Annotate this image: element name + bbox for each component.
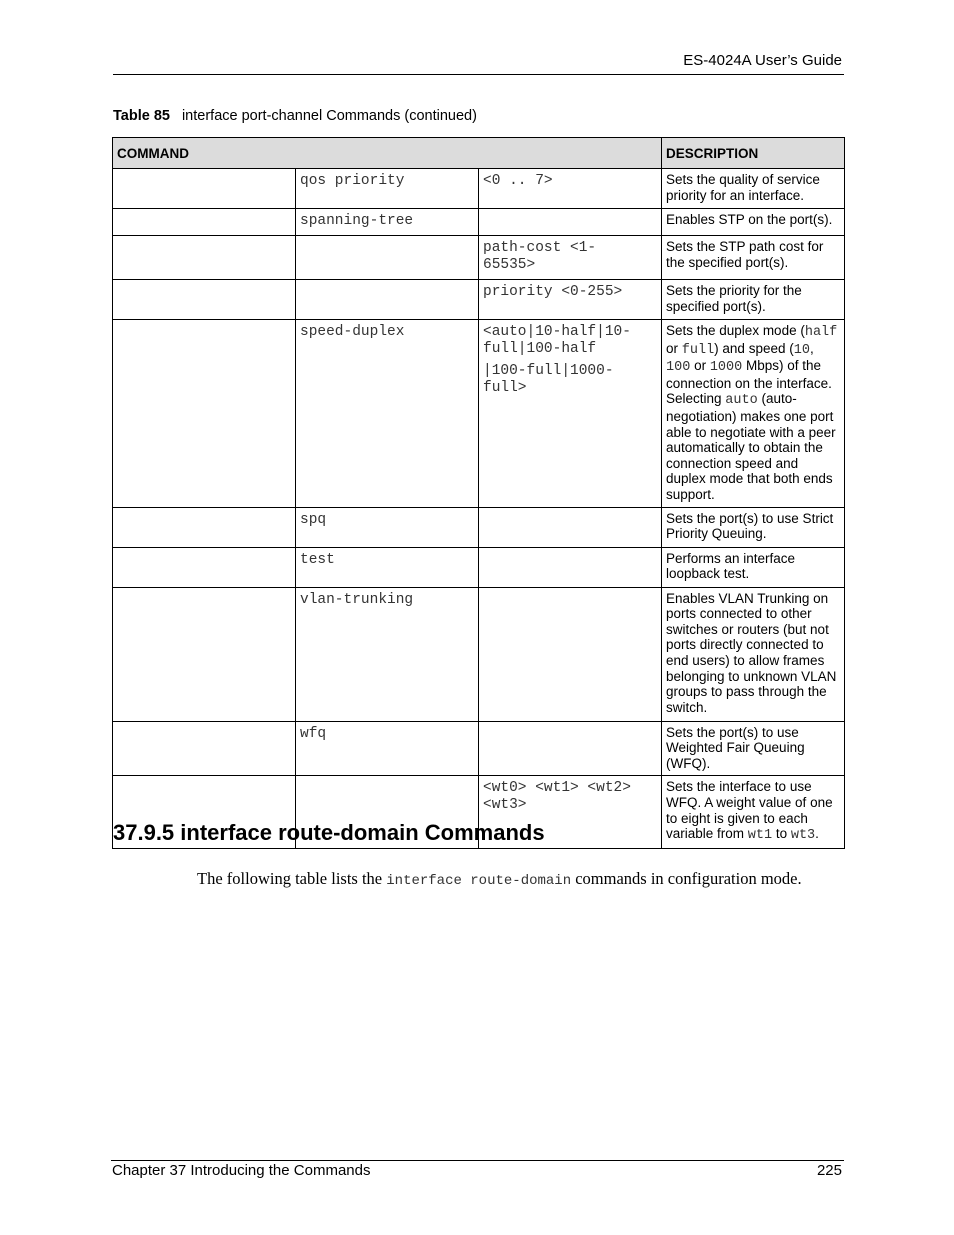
description-cell (662, 721, 845, 776)
description-text: , (809, 340, 814, 356)
command-cell (296, 236, 479, 280)
command-text: test (300, 551, 335, 568)
description-code: half (804, 325, 838, 340)
description-text: or (690, 358, 710, 374)
table-title: interface port-channel Commands (continued) (181, 108, 477, 124)
description-cell (662, 280, 845, 320)
argument-cell (479, 547, 662, 587)
table-row (113, 507, 845, 547)
description-code: full (681, 342, 715, 358)
description-code: 10 (793, 342, 810, 358)
description-cell (662, 776, 845, 848)
command-text (296, 236, 478, 240)
table-row (113, 320, 845, 508)
description-text: Sets the duplex mode ( (666, 323, 805, 338)
body-text-code: interface route-domain (386, 873, 572, 889)
section-heading: 37.9.5 interface route-domain Commands (113, 820, 545, 845)
description-cell (662, 547, 845, 587)
table-row (113, 236, 845, 280)
description-code: wt3 (790, 828, 816, 844)
command-text (296, 280, 478, 284)
description-text: Sets the priority for the specified port(s). (666, 283, 802, 314)
description-text: Sets the interface to use WFQ. A weight value of one to eight is given to each variable from (666, 779, 833, 842)
command-column-header: COMMAND (113, 138, 662, 169)
command-text: spanning-tree (300, 213, 414, 229)
command-prefix-cell (113, 721, 296, 776)
command-text: spq (300, 511, 327, 528)
description-cell (662, 169, 845, 209)
argument-text: |100-full|1000- full> (483, 363, 614, 396)
description-cell (662, 209, 845, 236)
description-text: Enables STP on the port(s). (666, 212, 833, 227)
table-row (113, 721, 845, 776)
command-cell (296, 587, 479, 721)
description-text: or (666, 340, 682, 356)
argument-text: <0 .. 7> (483, 173, 553, 189)
command-prefix-cell (113, 280, 296, 320)
command-text: qos priority (300, 173, 405, 189)
table-header-row (113, 138, 845, 169)
command-text (296, 776, 478, 780)
description-cell (662, 587, 845, 721)
table-row (113, 547, 845, 587)
description-text: Sets the port(s) to use Weighted Fair Queuing (WFQ). (666, 724, 805, 771)
argument-text: <wt0> <wt1> <wt2> <wt3> (483, 780, 631, 814)
section-body-text (197, 869, 802, 889)
description-text: (auto-negotiation) makes one port able to negotiate with a peer automatically to obtain the connection speed and duplex mode that both ends support. (666, 391, 836, 502)
command-text: vlan-trunking (300, 591, 414, 608)
table-row (113, 169, 845, 209)
argument-cell (479, 236, 662, 280)
argument-cell (479, 169, 662, 209)
table-caption (113, 108, 477, 124)
description-text: Sets the port(s) to use Strict Priority Queuing. (666, 510, 834, 542)
command-cell (296, 169, 479, 209)
page-footer (111, 1160, 844, 1179)
command-cell (296, 547, 479, 587)
guide-title: ES-4024A User’s Guide (683, 52, 842, 69)
description-code: 100 (666, 360, 691, 376)
command-cell (296, 280, 479, 320)
description-text: Mbps) of the connection on the interface. Selecting (666, 358, 832, 407)
argument-cell (479, 209, 662, 236)
table-number: Table 85 (113, 108, 170, 124)
command-cell (296, 507, 479, 547)
description-cell (662, 507, 845, 547)
table-body (113, 169, 845, 849)
command-text: speed-duplex (300, 324, 405, 340)
description-text: ) and speed ( (714, 340, 794, 356)
body-text-before: The following table lists the (197, 869, 387, 888)
page-header (113, 50, 844, 75)
argument-cell (479, 280, 662, 320)
description-code: wt1 (747, 828, 773, 844)
description-text: . (815, 826, 819, 842)
command-prefix-cell (113, 320, 296, 508)
command-cell (296, 721, 479, 776)
table-row (113, 587, 845, 721)
command-prefix-cell (113, 507, 296, 547)
description-cell (662, 236, 845, 280)
command-text: wfq (300, 725, 327, 742)
description-text: Sets the STP path cost for the specified port(s). (666, 239, 824, 270)
footer-chapter: Chapter 37 Introducing the Commands (112, 1162, 371, 1179)
body-text-after: commands in configuration mode. (571, 869, 802, 888)
description-cell (662, 320, 845, 508)
argument-text: <auto|10-half|10- full|100-half (483, 324, 631, 357)
argument-cell (479, 587, 662, 721)
argument-cell (479, 507, 662, 547)
argument-text: path-cost <1- 65535> (483, 240, 597, 273)
command-prefix-cell (113, 209, 296, 236)
commands-table (112, 137, 845, 849)
description-text: Performs an interface loopback test. (666, 550, 796, 582)
description-text: Enables VLAN Trunking on ports connected to other switches or routers (but not ports directly connected to end users) to allow frames belonging to unknown VLAN groups to pass through the switch. (666, 590, 837, 715)
command-prefix-cell (113, 236, 296, 280)
command-cell (296, 209, 479, 236)
command-prefix-cell (113, 587, 296, 721)
argument-cell (479, 320, 662, 508)
description-code: auto (725, 393, 758, 409)
command-prefix-cell (113, 547, 296, 587)
description-code: 1000 (709, 360, 743, 376)
table-row (113, 209, 845, 236)
page-number: 225 (816, 1162, 842, 1179)
command-prefix-cell (113, 169, 296, 209)
description-column-header: DESCRIPTION (662, 138, 845, 169)
description-text: to (772, 826, 791, 842)
description-text: Sets the quality of service priority for an interface. (666, 172, 820, 203)
command-cell (296, 320, 479, 508)
table-row (113, 280, 845, 320)
argument-cell (479, 721, 662, 776)
argument-text: priority <0-255> (483, 284, 623, 300)
